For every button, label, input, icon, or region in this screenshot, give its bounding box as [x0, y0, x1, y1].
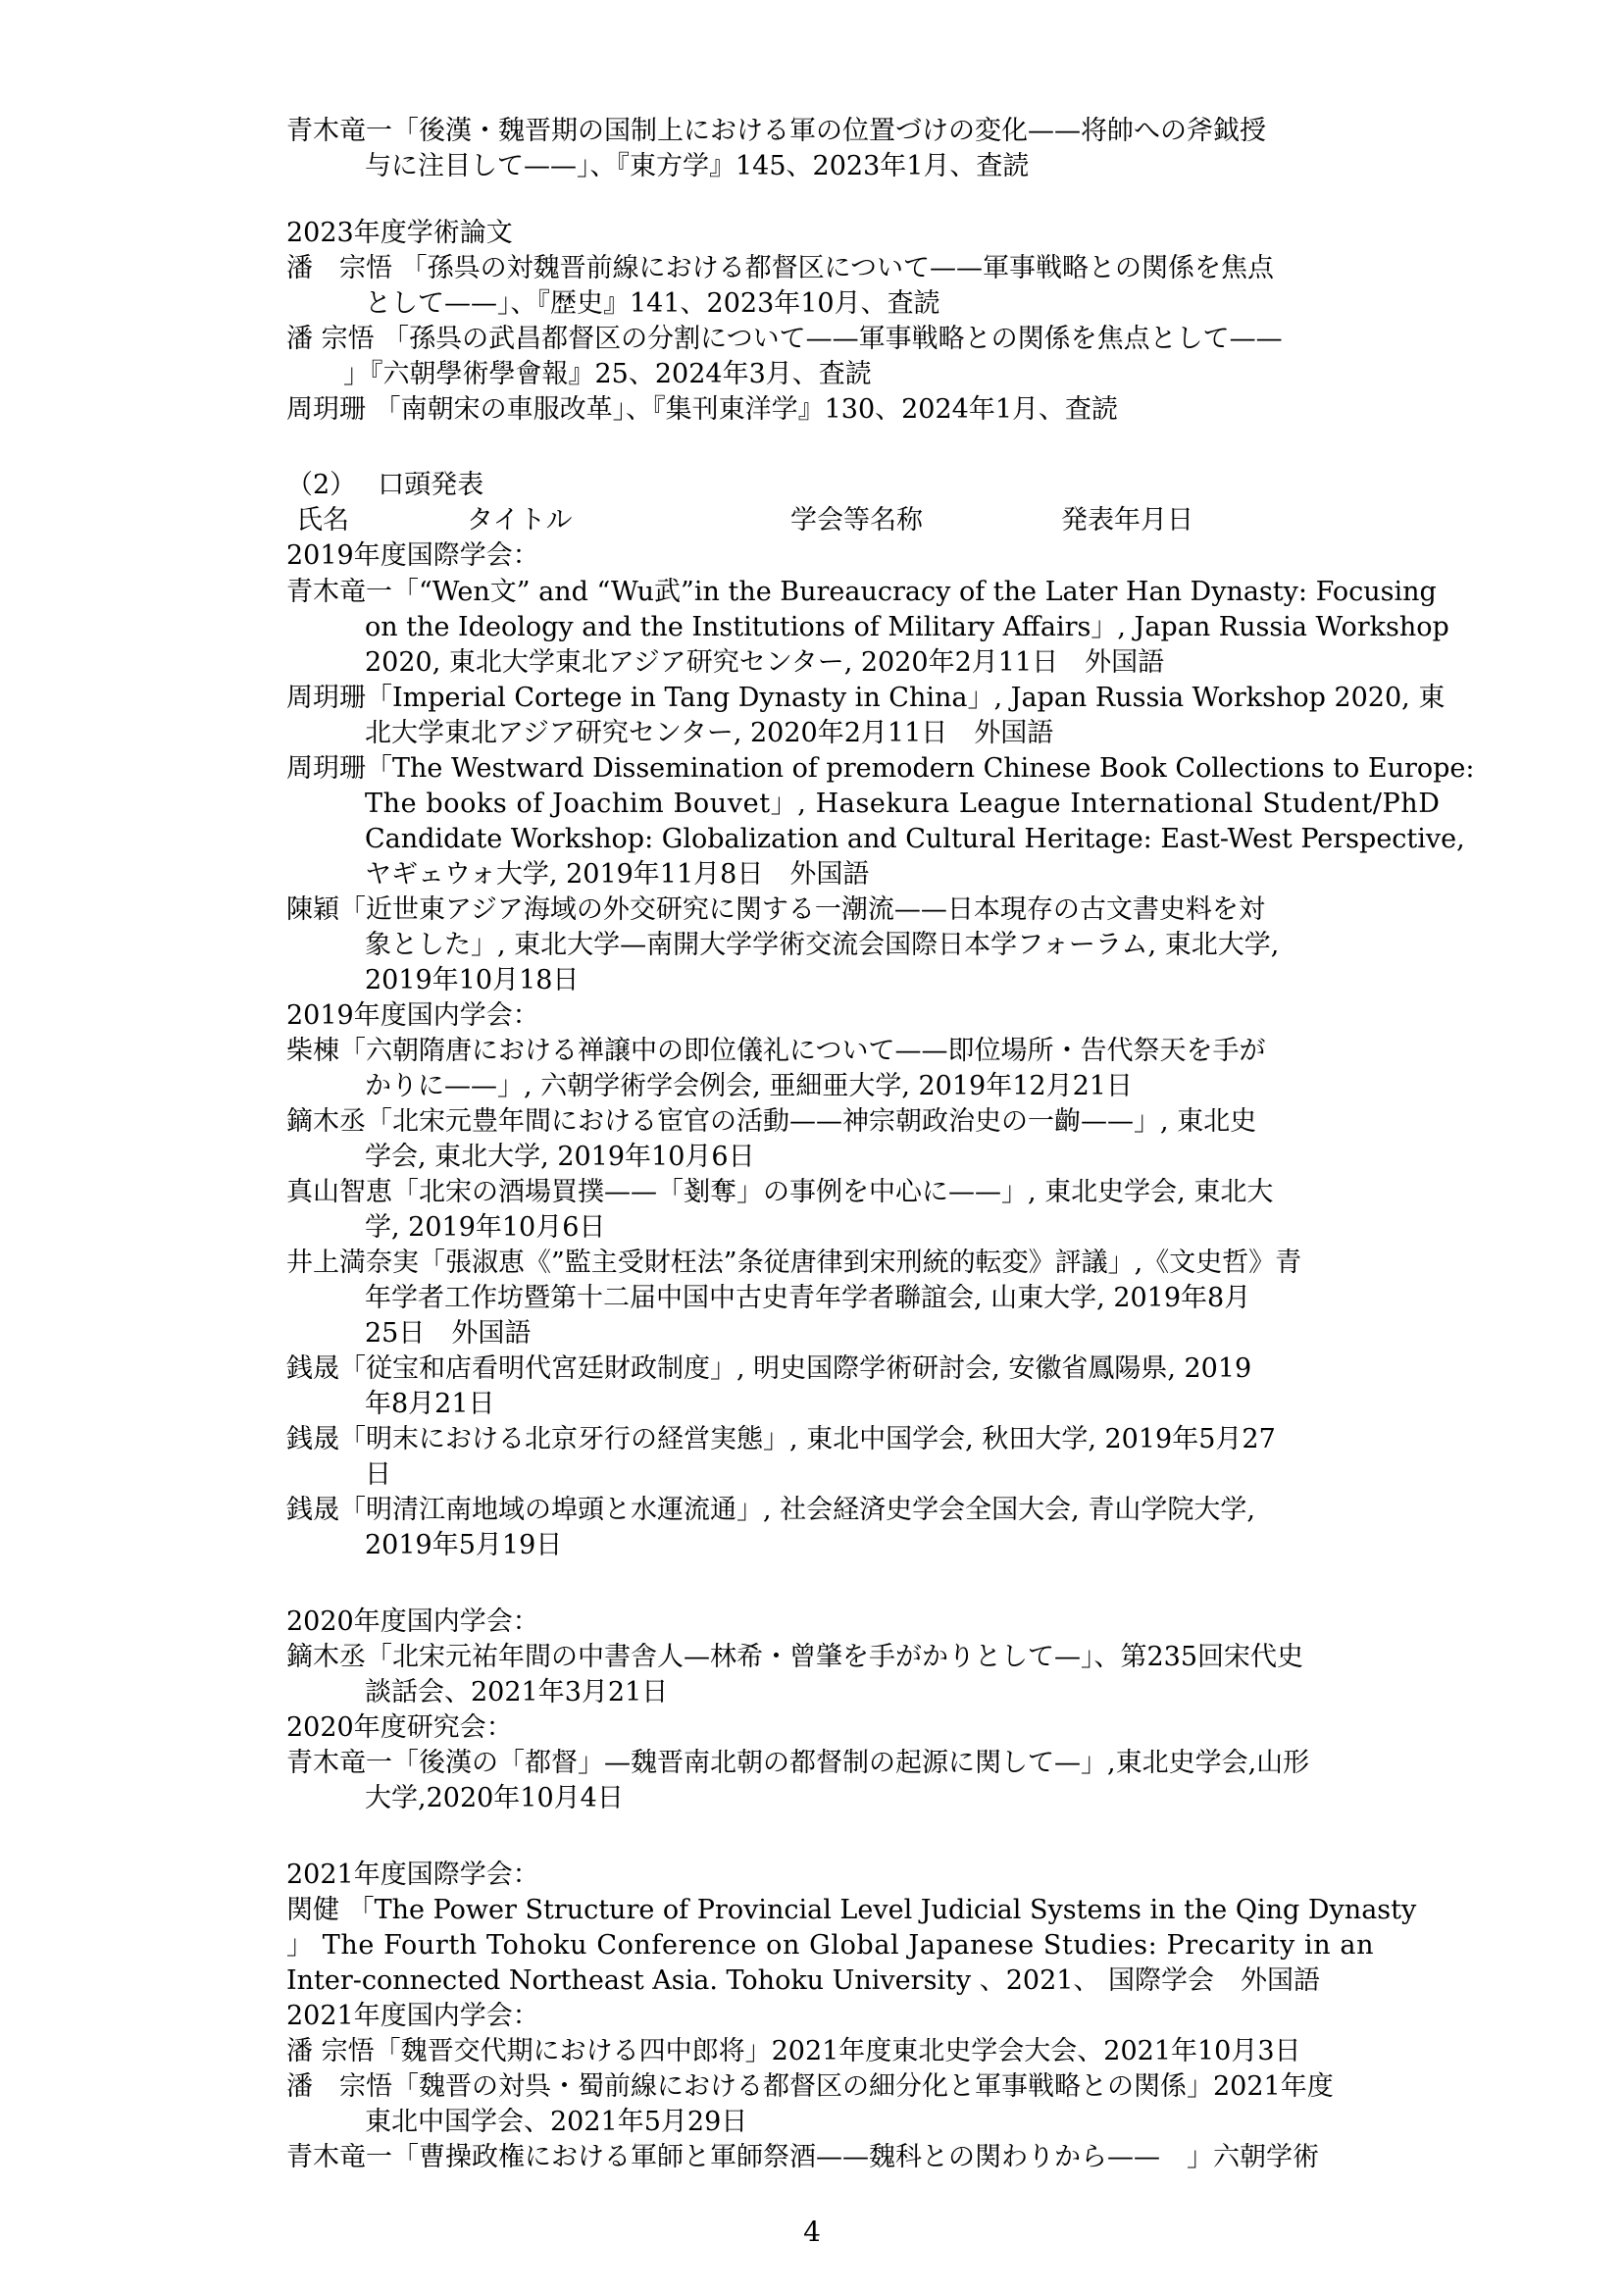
entry-line: 年学者工作坊暨第十二届中国中古史青年学者聯誼会, 山東大学, 2019年8月	[365, 1283, 1251, 1313]
entry-line: 」 The Fourth Tohoku Conference on Global Japanese Studies: Precarity in an	[286, 1930, 1375, 1961]
entry-line: 井上満奈実「張淑恵《”監主受財枉法”条従唐律到宋刑統的転変》評議」,《文史哲》青	[286, 1248, 1302, 1278]
entry-line: かりに——」, 六朝学術学会例会, 亜細亜大学, 2019年12月21日	[365, 1071, 1133, 1101]
entry-line: として——」、『歴史』141、2023年10月、査読	[365, 288, 940, 319]
section-heading: 2020年度研究会：	[286, 1712, 513, 1743]
section-heading: 2019年度国内学会：	[286, 1000, 539, 1031]
entry-line: 柴棟「六朝隋唐における禅譲中の即位儀礼について——即位場所・告代祭天を手が	[286, 1036, 1266, 1066]
entry-line: 象とした」, 東北大学—南開大学学術交流会国際日本学フォーラム, 東北大学,	[365, 930, 1280, 960]
section-heading: 2020年度国内学会：	[286, 1606, 539, 1637]
entry-line: 東北中国学会、2021年5月29日	[365, 2107, 748, 2137]
entry-line: 青木竜一「曹操政権における軍師と軍師祭酒——魏科との関わりから—— 」六朝学術	[286, 2142, 1319, 2172]
entry-line: 2019年10月18日	[365, 965, 580, 995]
entry-line: 潘 宗悟 「孫呉の対魏晋前線における都督区について——軍事戦略との関係を焦点	[286, 253, 1275, 283]
entry-line: 学会, 東北大学, 2019年10月6日	[365, 1142, 755, 1172]
entry-line: 銭晟「明清江南地域の埠頭と水運流通」, 社会経済史学会全国大会, 青山学院大学,	[286, 1495, 1255, 1525]
entry-line: Candidate Workshop: Globalization and Cultural Heritage: East-West Perspective,	[365, 824, 1465, 854]
entry-line: 青木竜一「後漢の「都督」—魏晋南北朝の都督制の起源に関して—」,東北史学会,山形	[286, 1748, 1310, 1778]
entry-line: on the Ideology and the Institutions of Military Affairs」, Japan Russia Workshop	[365, 612, 1449, 642]
column-header-name: 氏名	[296, 505, 349, 535]
entry-line: 潘 宗悟「魏晋交代期における四中郎将」2021年度東北史学会大会、2021年10月3日	[286, 2036, 1301, 2066]
entry-line: 鏑木丞「北宋元豊年間における宦官の活動——神宗朝政治史の一齣——」, 東北史	[286, 1106, 1257, 1137]
entry-line: 談話会、2021年3月21日	[365, 1677, 669, 1708]
entry-line: 周玥珊「The Westward Dissemination of premodern Chinese Book Collections to Europe:	[286, 753, 1475, 784]
entry-line: ヤギェウォ大学, 2019年11月8日 外国語	[365, 859, 870, 890]
entry-line: 周玥珊「Imperial Cortege in Tang Dynasty in China」, Japan Russia Workshop 2020, 東	[286, 683, 1446, 713]
entry-line: Inter-connected Northeast Asia. Tohoku University 、2021、 国際学会 外国語	[286, 1965, 1321, 1996]
entry-line: 陳穎「近世東アジア海域の外交研究に関する一潮流——日本現存の古文書史料を対	[286, 894, 1265, 925]
section-heading: 2019年度国際学会：	[286, 540, 539, 571]
column-header-title: タイトル	[467, 505, 573, 535]
entry-line: 青木竜一「“Wen文” and “Wu武”in the Bureaucracy of the Later Han Dynasty: Focusing	[286, 577, 1437, 607]
entry-line: 2020, 東北大学東北アジア研究センター, 2020年2月11日 外国語	[365, 647, 1165, 678]
entry-line: 2019年5月19日	[365, 1530, 563, 1560]
entry-line: 学, 2019年10月6日	[365, 1212, 606, 1243]
entry-line: 北大学東北アジア研究センター, 2020年2月11日 外国語	[365, 718, 1054, 748]
entry-line: 日	[365, 1459, 391, 1490]
entry-line: 真山智恵「北宋の酒場買撲——「剗奪」の事例を中心に——」, 東北史学会, 東北大	[286, 1177, 1274, 1207]
entry-line: 周玥珊 「南朝宋の車服改革」、『集刊東洋学』130、2024年1月、査読	[286, 394, 1119, 425]
entry-line: 大学,2020年10月4日	[365, 1783, 624, 1813]
entry-line: 青木竜一「後漢・魏晋期の国制上における軍の位置づけの変化——将帥への斧鉞授	[286, 116, 1266, 146]
entry-line: 銭晟「明末における北京牙行の経営実態」, 東北中国学会, 秋田大学, 2019年5月27	[286, 1424, 1276, 1454]
entry-line: 関健 「The Power Structure of Provincial Level Judicial Systems in the Qing Dynasty	[286, 1895, 1417, 1925]
entry-line: 鏑木丞「北宋元祐年間の中書舎人—林希・曾肇を手がかりとして—」、第235回宋代史	[286, 1642, 1304, 1672]
section-heading: （2） 口頭発表	[286, 470, 484, 500]
page-number: 4	[803, 2216, 821, 2248]
column-header-society: 学会等名称	[790, 505, 923, 535]
entry-line: 年8月21日	[365, 1389, 495, 1419]
column-header-date: 発表年月日	[1061, 505, 1193, 535]
entry-line: 25日 外国語	[365, 1318, 532, 1349]
section-heading: 2021年度国内学会：	[286, 2001, 539, 2031]
entry-line: The books of Joachim Bouvet」, Hasekura League International Student/PhD	[365, 789, 1441, 819]
section-heading: 2021年度国際学会：	[286, 1860, 539, 1890]
entry-line: 与に注目して——」、『東方学』145、2023年1月、査読	[365, 151, 1030, 181]
entry-line: 潘 宗悟 「孫呉の武昌都督区の分割について——軍事戦略との関係を焦点として——	[286, 324, 1283, 354]
entry-line: 銭晟「従宝和店看明代宮廷財政制度」, 明史国際学術研討会, 安徽省鳳陽県, 2019	[286, 1353, 1252, 1384]
entry-line: 」『六朝學術學會報』25、2024年3月、査読	[343, 359, 872, 389]
section-heading: 2023年度学術論文	[286, 218, 513, 248]
entry-line: 潘 宗悟「魏晋の対呉・蜀前線における都督区の細分化と軍事戦略との関係」2021年度	[286, 2071, 1334, 2102]
